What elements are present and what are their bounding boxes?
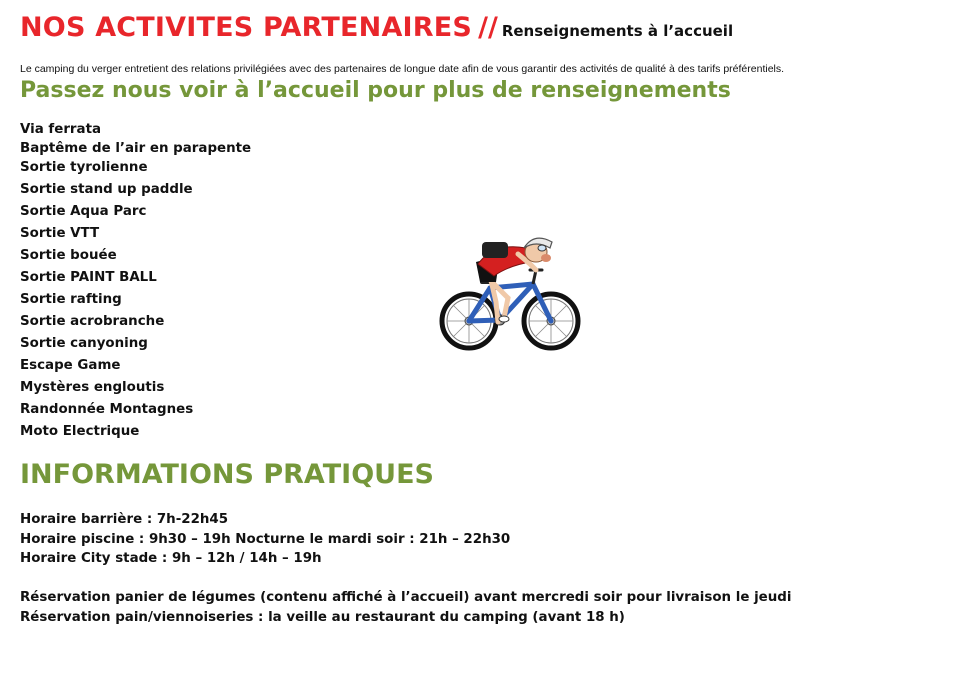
list-item: Moto Electrique bbox=[20, 424, 140, 439]
rider-goggles bbox=[538, 245, 546, 251]
list-item: Sortie acrobranche bbox=[20, 314, 165, 329]
list-item: Escape Game bbox=[20, 358, 121, 373]
title-separator: // bbox=[478, 12, 498, 43]
list-item: Mystères engloutis bbox=[20, 380, 165, 395]
info-line-barrier: Horaire barrière : 7h-22h45 bbox=[20, 512, 229, 527]
list-item: Sortie tyrolienne bbox=[20, 160, 148, 175]
cta-heading: Passez nous voir à l’accueil pour plus de renseignements bbox=[20, 78, 731, 103]
list-item: Sortie PAINT BALL bbox=[20, 270, 157, 285]
list-item: Via ferrata bbox=[20, 122, 102, 137]
list-item: Sortie bouée bbox=[20, 248, 117, 263]
intro-text: Le camping du verger entretient des relations privilégiées avec des partenaires de longue date afin de vous garantir des activités de qualité à des tarifs préférentiels. bbox=[20, 63, 785, 75]
list-item: Randonnée Montagnes bbox=[20, 402, 194, 417]
cyclist-mountain-bike-icon bbox=[438, 232, 584, 356]
info-block bbox=[20, 510, 950, 627]
info-heading: INFORMATIONS PRATIQUES bbox=[20, 459, 434, 490]
spacer bbox=[20, 569, 950, 589]
header bbox=[20, 12, 950, 43]
info-line-bread: Réservation pain/viennoiseries : la veille au restaurant du camping (avant 18 h) bbox=[20, 609, 625, 625]
page-subtitle: Renseignements à l’accueil bbox=[501, 22, 734, 40]
info-line-pool: Horaire piscine : 9h30 – 19h Nocturne le mardi soir : 21h – 22h30 bbox=[20, 531, 511, 547]
rider-nose bbox=[541, 254, 551, 262]
page-title: NOS ACTIVITES PARTENAIRES bbox=[20, 12, 473, 43]
list-item: Baptême de l’air en parapente bbox=[20, 141, 252, 156]
info-line-city-stadium: Horaire City stade : 9h – 12h / 14h – 19h bbox=[20, 551, 322, 566]
list-item: Sortie Aqua Parc bbox=[20, 204, 147, 219]
list-item: Sortie stand up paddle bbox=[20, 182, 193, 197]
list-item: Sortie rafting bbox=[20, 292, 122, 307]
list-item: Sortie VTT bbox=[20, 226, 100, 241]
list-item: Sortie canyoning bbox=[20, 336, 148, 351]
rider-shoe bbox=[499, 316, 509, 322]
rider-backpack bbox=[482, 242, 508, 258]
info-line-vegetables: Réservation panier de légumes (contenu affiché à l’accueil) avant mercredi soir pour livraison le jeudi bbox=[20, 590, 792, 605]
